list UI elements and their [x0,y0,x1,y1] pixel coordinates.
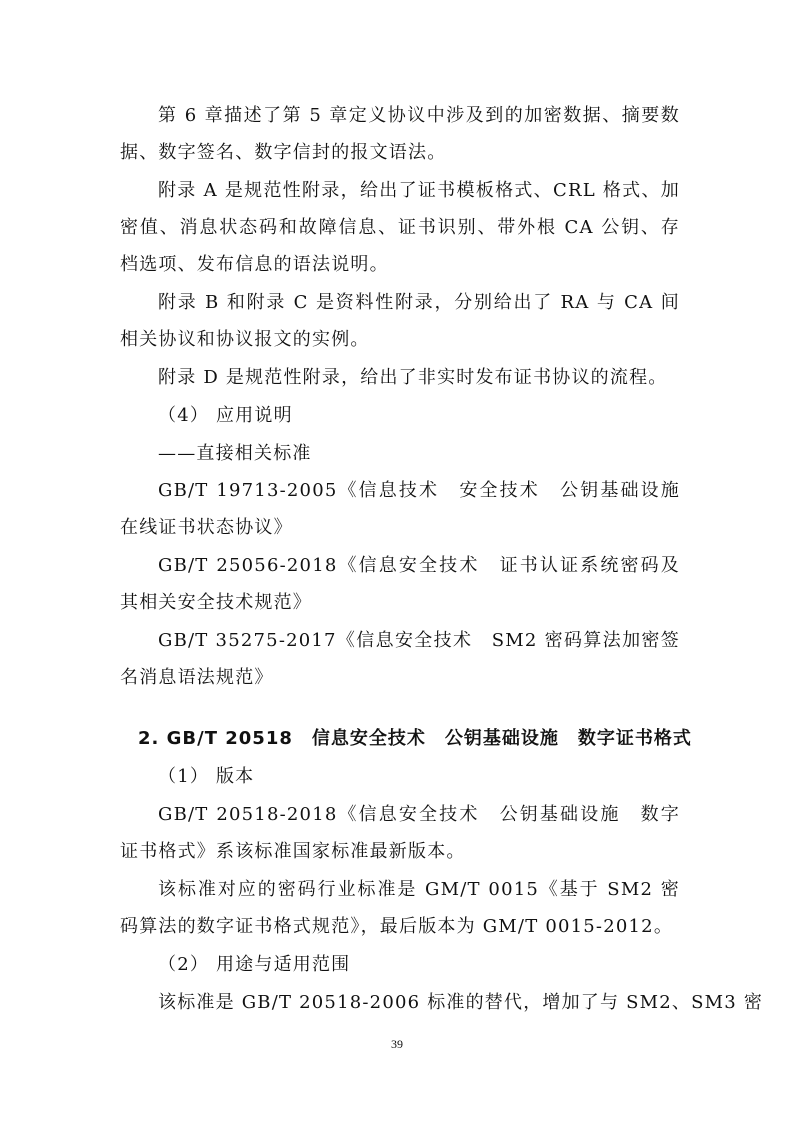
page-number: 39 [391,1037,403,1051]
section-application-note: （4） 应用说明 [158,405,293,426]
paragraph-industry-standard: 该标准对应的密码行业标准是 GM/T 0015《基于 SM2 密码算法的数字证书格式规范》，最后版本为 GM/T 0015-2012。 [120,879,680,937]
paragraph-scope: 该标准是 GB/T 20518-2006 标准的替代，增加了与 SM2、SM3 密 [158,992,764,1013]
standard-ref-19713: GB/T 19713-2005《信息技术 安全技术 公钥基础设施在线证书状态协议》 [120,480,680,538]
related-standards-label: ——直接相关标准 [158,443,312,464]
section-heading-20518: 2. GB/T 20518 信息安全技术 公钥基础设施 数字证书格式 [138,728,692,749]
paragraph-appendix-bc: 附录 B 和附录 C 是资料性附录，分别给出了 RA 与 CA 间相关协议和协议报文的实例。 [120,292,680,350]
subsection-version: （1） 版本 [158,766,255,787]
paragraph-appendix-d: 附录 D 是规范性附录，给出了非实时发布证书协议的流程。 [158,367,668,388]
standard-ref-25056: GB/T 25056-2018《信息安全技术 证书认证系统密码及其相关安全技术规范》 [120,555,680,613]
standard-ref-35275: GB/T 35275-2017《信息安全技术 SM2 密码算法加密签名消息语法规范》 [120,630,680,688]
subsection-scope: （2） 用途与适用范围 [158,954,351,975]
paragraph-appendix-a: 附录 A 是规范性附录，给出了证书模板格式、CRL 格式、加密值、消息状态码和故障信息、证书识别、带外根 CA 公钥、存档选项、发布信息的语法说明。 [120,180,680,275]
paragraph-version-info: GB/T 20518-2018《信息安全技术 公钥基础设施 数字证书格式》系该标准国家标准最新版本。 [120,804,680,862]
paragraph-chapter6: 第 6 章描述了第 5 章定义协议中涉及到的加密数据、摘要数据、数字签名、数字信封的报文语法。 [120,105,680,163]
